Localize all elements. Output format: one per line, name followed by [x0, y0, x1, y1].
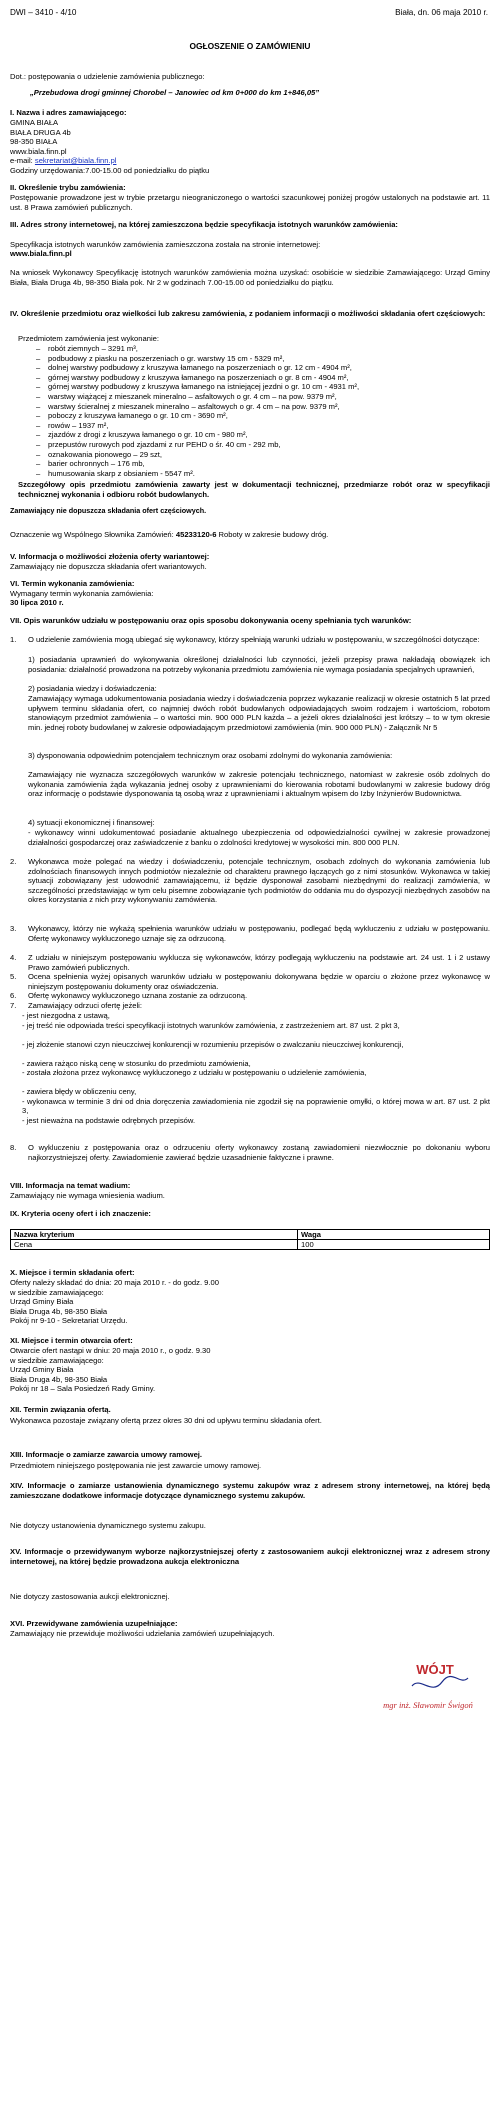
list-item: - jest niezgodna z ustawą, — [22, 1011, 110, 1020]
section-7-heading: VII. Opis warunków udziału w postępowaniu oraz opis sposobu dokonywania oceny spełniania tych warunków: — [10, 616, 412, 625]
text-line: Pokój nr 18 – Sala Posiedzeń Rady Gminy. — [10, 1384, 156, 1394]
stamp-title: WÓJT — [416, 1662, 454, 1677]
list-item: humusowania skarp z obsianiem - 5547 m². — [48, 468, 195, 478]
s7-p4: Z udziału w niniejszym postępowaniu wyklucza się wykonawców, którzy podlegają wykluczeniu na podstawie art. 24 ust. 1 i 2 ustawy Prawo zamówień publicznych. — [28, 953, 490, 972]
section-16-text: Zamawiający nie przewiduje możliwości udzielania zamówień uzupełniających. — [10, 1629, 275, 1638]
section-6-heading: VI. Termin wykonania zamówienia: — [10, 579, 135, 588]
signature-stamp — [350, 1656, 480, 1716]
text-line: w siedzibie zamawiającego: — [10, 1287, 104, 1297]
section-2-text: Postępowanie prowadzone jest w trybie przetargu nieograniczonego o wartości szacunkowej poniżej progów ustalonych na podstawie art. 11 ust. 8 Prawa zamówień publicznych. — [10, 193, 490, 212]
list-item: warstwy wiążącej z mieszanek mineralno – asfaltowych o gr. 4 cm – na pow. 9379 m², — [48, 392, 337, 401]
num: 8. — [10, 1143, 17, 1152]
list-bullet: – — [36, 449, 41, 459]
section-12-heading: XII. Termin związania ofertą. — [10, 1405, 111, 1414]
num: 1. — [10, 635, 17, 644]
num: 3. — [10, 924, 17, 933]
no-partial-offers: Zamawiający nie dopuszcza składania ofert częściowych. — [10, 506, 207, 515]
section-11-heading: XI. Miejsce i termin otwarcia ofert: — [10, 1336, 133, 1345]
list-item: górnej warstwy podbudowy z kruszywa łamanego na istniejącej jezdni o gr. 10 cm - 4931 m², — [48, 382, 360, 392]
cpv-label: Oznaczenie wg Wspólnego Słownika Zamówień: — [10, 530, 176, 539]
list-bullet: – — [36, 420, 41, 430]
list-bullet: – — [36, 468, 41, 478]
num: 4. — [10, 953, 17, 962]
list-item: oznakowania pionowego – 29 szt, — [48, 449, 162, 459]
list-item: przepustów rurowych pod zjazdami z rur PEHD o śr. 40 cm - 292 mb, — [48, 440, 281, 449]
list-bullet: – — [36, 353, 41, 363]
text-line: Biała Druga 4b, 98-350 Biała — [10, 1306, 108, 1316]
list-item: barier ochronnych – 176 mb, — [48, 459, 145, 469]
weight-cell: 100 — [298, 1240, 490, 1250]
s7-p1-2-text: Zamawiający wymaga udokumentowania posiadania wiedzy i doświadczenia poprzez wykazanie realizacji w okresie ostatnich 5 lat przed upływem terminu składania ofert, co najmniej dwóch robót budowlanych odpowiadających swoim rodzajem i wartościom, robotom stanowiącym przedmiot zamówienia – o wartości min. 900 000 PLN każda – a jeżeli okres działalności jest krótszy – to w tym okresie min. jednej roboty budowlanej w zakresie odpowiadającym przedmiotowi zamówienia (min. 900 000 PLN) - Załącznik Nr 5 — [28, 694, 490, 732]
list-item: - jej treść nie odpowiada treści specyfikacji istotnych warunków zamówienia, z zastrzeżeniem art. 87 ust. 2 pkt 3, — [22, 1020, 400, 1030]
list-item: podbudowy z piasku na poszerzeniach o gr. warstwy 15 cm - 5329 m², — [48, 353, 285, 363]
s7-p1-4: 4) sytuacji ekonomicznej i finansowej: — [28, 818, 155, 827]
s7-p1-4-text: - wykonawcy winni udokumentować posiadanie aktualnego ubezpieczenia od odpowiedzialności cywilnej w zakresie prowadzonej działalności gospodarczej oraz zaświadczenie z banku o zdolności kredytowej w wysokości min. 800 000 PLN. — [28, 828, 490, 847]
section-6-date: 30 lipca 2010 r. — [10, 598, 64, 607]
col-header-weight: Waga — [298, 1230, 490, 1240]
section-6-text: Wymagany termin wykonania zamówienia: — [10, 588, 154, 598]
s1-line: GMINA BIAŁA — [10, 118, 59, 127]
s7-p1-3-text: Zamawiający nie wyznacza szczegółowych warunków w zakresie potencjału technicznego, natomiast w zakresie osób zdolnych do wykonania zamówienia żąda wykazania jednej osoby z uprawnieniami do kierowania robotami budowlanymi w zakresie budowy dróg oraz informację o podstawie dysponowania tą osobą wraz z uprawnieniami i aktualnym wpisem do Izby Inżynierów Budownictwa. — [28, 770, 490, 799]
section-10-heading: X. Miejsce i termin składania ofert: — [10, 1268, 135, 1277]
section-14-heading: XIV. Informacje o zamiarze ustanowienia dynamicznego systemu zakupów wraz z adresem strony internetowej, na której będą zamieszczane dodatkowe informacje dotyczące dynamicznego systemu zakupów. — [10, 1481, 490, 1500]
list-item: - wykonawca w terminie 3 dni od dnia doręczenia zawiadomienia nie zgodził się na poprawienie omyłki, o której mowa w art. 87 ust. 2 pkt 3, — [22, 1096, 490, 1116]
office-hours: Godziny urzędowania:7.00-15.00 od poniedziałku do piątku — [10, 165, 210, 175]
num: 7. — [10, 1001, 17, 1010]
list-item: - jest nieważna na podstawie odrębnych przepisów. — [22, 1115, 196, 1125]
list-item: - jej złożenie stanowi czyn nieuczciwej konkurencji w rozumieniu przepisów o zwalczaniu nieuczciwej konkurencji, — [22, 1039, 404, 1049]
s7-p6: Ofertę wykonawcy wykluczonego uznana zostanie za odrzuconą. — [28, 991, 248, 1000]
section-3-line1: Specyfikacja istotnych warunków zamówienia zamieszczona została na stronie internetowej: — [10, 239, 321, 249]
section-4-heading: IV. Określenie przedmiotu oraz wielkości lub zakresu zamówienia, z podaniem informacji o możliwości składania ofert częściowych: — [10, 309, 486, 318]
list-item: warstwy ścieralnej z mieszanek mineralno – asfaltowych o gr. 4 cm – na pow. 9379 m², — [48, 401, 340, 411]
s1-line: www.biala.finn.pl — [10, 146, 67, 156]
list-item: dolnej warstwy podbudowy z kruszywa łamanego na poszerzeniach o gr. 12 cm - 4904 m², — [48, 363, 352, 373]
section-8-heading: VIII. Informacja na temat wadium: — [10, 1181, 131, 1190]
list-item: - została złożona przez wykonawcę wykluczonego z udziału w postępowaniu o udzielenie zamówienia, — [22, 1068, 367, 1077]
email-label: e-mail: — [10, 156, 35, 165]
criteria-table — [10, 1229, 490, 1250]
text-line: Otwarcie ofert nastąpi w dniu: 20 maja 2010 r., o godz. 9.30 — [10, 1346, 211, 1355]
list-bullet: – — [36, 411, 41, 421]
list-bullet: – — [36, 440, 41, 449]
intro-dot: Dot.: postępowania o udzielenie zamówienia publicznego: — [10, 72, 205, 81]
email-row — [10, 156, 116, 166]
list-item: - zawiera błędy w obliczeniu ceny, — [22, 1087, 137, 1096]
reference-number: DWI – 3410 - 4/10 — [10, 8, 77, 17]
list-bullet: – — [36, 459, 41, 469]
section-5-heading: V. Informacja o możliwości złożenia oferty wariantowej: — [10, 552, 210, 561]
s7-p1: O udzielenie zamówienia mogą ubiegać się wykonawcy, którzy spełniają warunki udziału w postępowaniu, w szczególności dotyczące: — [28, 635, 480, 644]
s7-p2: Wykonawca może polegać na wiedzy i doświadczeniu, potencjale technicznym, osobach zdolnych do wykonania zamówienia lub zdolnościach finansowych innych podmiotów niezależnie od charakteru prawnego łączących go z nimi stosunków. Wykonawca w takiej sytuacji zobowiązany jest udowodnić zamawiającemu, iż będzie dysponował zasobami niezbędnymi do realizacji zamówienia, w szczególności przedstawiając w tym celu pisemne zobowiązanie tych podmiotów do oddania mu do dyspozycji niezbędnych zasobów na okres korzystania z nich przy wykonywaniu zamówienia. — [28, 857, 490, 905]
list-bullet: – — [36, 430, 41, 440]
text-line: Oferty należy składać do dnia: 20 maja 2010 r. - do godz. 9.00 — [10, 1278, 219, 1287]
section-1-heading: I. Nazwa i adres zamawiającego: — [10, 108, 127, 117]
col-header-criterion: Nazwa kryterium — [11, 1230, 298, 1240]
s7-p8: O wykluczeniu z postępowania oraz o odrzuceniu oferty wykonawcy zostaną zawiadomieni niezwłocznie po dokonaniu wyboru najkorzystniejszej oferty. Zawiadomienie zawierać będzie uzasadnienie faktyczne i prawne. — [28, 1143, 490, 1162]
place-date: Biała, dn. 06 maja 2010 r. — [395, 8, 488, 17]
text-line: Urząd Gminy Biała — [10, 1297, 74, 1307]
s7-p1-1: 1) posiadania uprawnień do wykonywania określonej działalności lub czynności, jeżeli przepisy prawa nakładają obowiązek ich posiadania: działalność prowadzona na potrzeby wykonania przedmiotu zamówienia nie wymaga posiadania specjalnych uprawnień, — [28, 655, 490, 674]
section-9-heading: IX. Kryteria oceny ofert i ich znaczenie: — [10, 1209, 151, 1218]
text-line: w siedzibie zamawiającego: — [10, 1355, 104, 1365]
cpv-row — [10, 530, 328, 540]
table-header-row — [11, 1230, 490, 1240]
s7-p1-2: 2) posiadania wiedzy i doświadczenia: — [28, 684, 157, 693]
section-16-heading: XVI. Przewidywane zamówienia uzupełniające: — [10, 1619, 178, 1628]
list-item: - zawiera rażąco niską cenę w stosunku do przedmiotu zamówienia, — [22, 1058, 251, 1068]
num: 2. — [10, 857, 17, 866]
criterion-cell: Cena — [11, 1240, 298, 1250]
document-title: OGŁOSZENIE O ZAMÓWIENIU — [189, 41, 311, 51]
section-14-text: Nie dotyczy ustanowienia dynamicznego systemu zakupu. — [10, 1521, 206, 1530]
signatory-name: mgr inż. Sławomir Świgoń — [383, 1700, 473, 1710]
s1-line: 98-350 BIAŁA — [10, 137, 58, 146]
section-15-text: Nie dotyczy zastosowania aukcji elektronicznej. — [10, 1592, 170, 1601]
list-item: robót ziemnych – 3291 m³, — [48, 344, 138, 353]
list-item: górnej warstwy podbudowy z kruszywa łamanego na poszerzeniach o gr. 8 cm - 4904 m², — [48, 372, 349, 382]
s4-intro: Przedmiotem zamówienia jest wykonanie: — [18, 334, 159, 343]
s7-p3: Wykonawcy, którzy nie wykażą spełnienia warunków udziału w postępowaniu, podlegać będą wykluczeniu z udziału w postępowaniu. Ofertę wykonawcy wykluczonego uznaje się za odrzuconą. — [28, 924, 490, 943]
num: 6. — [10, 991, 17, 1000]
list-bullet: – — [36, 363, 41, 373]
section-13-heading: XIII. Informacje o zamiarze zawarcia umowy ramowej. — [10, 1450, 203, 1459]
list-bullet: – — [36, 392, 41, 401]
section-5-text: Zamawiający nie dopuszcza składania ofert wariantowych. — [10, 561, 207, 571]
s7-p1-3: 3) dysponowania odpowiednim potencjałem technicznym oraz osobami zdolnymi do wykonania zamówienia: — [28, 751, 393, 760]
list-bullet: – — [36, 401, 41, 411]
section-8-text: Zamawiający nie wymaga wniesienia wadium. — [10, 1190, 165, 1200]
list-item: zjazdów z drogi z kruszywa łamanego o gr. 10 cm - 980 m², — [48, 430, 248, 440]
list-bullet: – — [36, 344, 41, 353]
text-line: Pokój nr 9-10 - Sekretariat Urzędu. — [10, 1316, 128, 1326]
cpv-description: Roboty w zakresie budowy dróg. — [216, 530, 329, 539]
list-bullet: – — [36, 372, 41, 382]
section-3-text: Na wniosek Wykonawcy Specyfikację istotnych warunków zamówienia można uzyskać: osobiście w siedzibie Zamawiającego: Urząd Gminy Biała, Biała Druga 4b, 98-350 Biała pok. Nr 2 w godzinach 7.00-15.00 od poniedziałku do piątku. — [10, 268, 490, 287]
s7-p5: Ocena spełnienia wyżej opisanych warunków udziału w postępowaniu dokonywana będzie w oparciu o złożone przez wykonawcę w niniejszym postępowaniu dokumenty oraz oświadczenia. — [28, 972, 490, 991]
list-item: poboczy z kruszywa łamanego o gr. 10 cm - 3690 m², — [48, 411, 228, 421]
section-3-url[interactable]: www.biala.finn.pl — [10, 249, 72, 258]
section-13-text: Przedmiotem niniejszego postępowania nie jest zawarcie umowy ramowej. — [10, 1461, 262, 1470]
section-3-heading: III. Adres strony internetowej, na której zamieszczona będzie specyfikacja istotnych warunków zamówienia: — [10, 220, 398, 229]
section-2-heading: II. Określenie trybu zamówienia: — [10, 183, 126, 192]
s4-bold-text: Szczegółowy opis przedmiotu zamówienia zawarty jest w dokumentacji technicznej, przedmiarze robót oraz w specyfikacji technicznej wykonania i odbioru robót budowlanych. — [18, 480, 490, 499]
s7-p7: Zamawiający odrzuci ofertę jeżeli: — [28, 1001, 142, 1010]
text-line: Urząd Gminy Biała — [10, 1365, 74, 1375]
text-line: Biała Druga 4b, 98-350 Biała — [10, 1374, 108, 1384]
s1-line: BIAŁA DRUGA 4b — [10, 127, 71, 137]
project-name: „Przebudowa drogi gminnej Chorobel – Janowiec od km 0+000 do km 1+846,05” — [30, 88, 320, 97]
email-link[interactable]: sekretariat@biala.finn.pl — [34, 156, 117, 165]
list-bullet: – — [36, 382, 41, 392]
table-row — [11, 1240, 490, 1250]
section-15-heading: XV. Informacje o przewidywanym wyborze najkorzystniejszej oferty z zastosowaniem aukcji elektronicznej wraz z adresem strony internetowej, na której będzie prowadzona aukcja elektroniczna — [10, 1547, 490, 1566]
num: 5. — [10, 972, 17, 981]
list-item: rowów – 1937 m², — [48, 420, 109, 430]
section-12-text: Wykonawca pozostaje związany ofertą przez okres 30 dni od upływu terminu składania ofert. — [10, 1416, 322, 1425]
cpv-code: 45233120-6 — [175, 530, 217, 539]
